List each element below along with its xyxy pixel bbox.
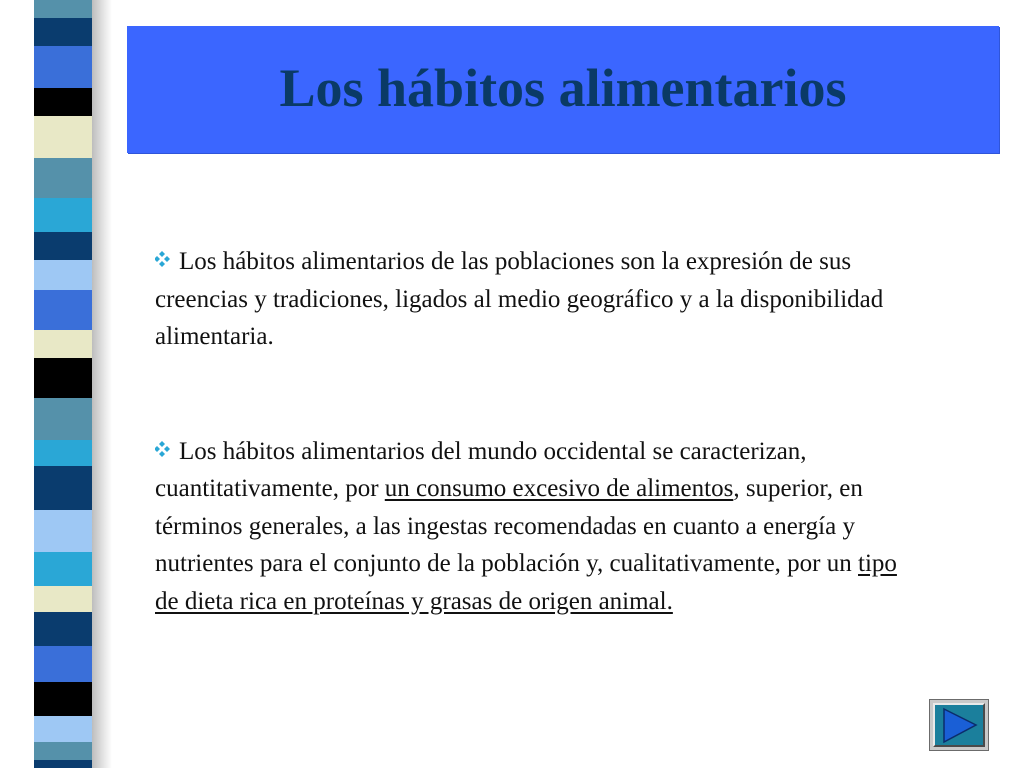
paragraph-1 <box>155 243 925 356</box>
stripe-shadow <box>92 0 112 768</box>
decorative-stripe <box>34 330 98 358</box>
decorative-stripe <box>34 158 98 198</box>
decorative-stripe <box>34 646 98 682</box>
decorative-stripe <box>34 466 98 510</box>
diamond-bullet-icon <box>155 440 179 458</box>
paragraph-2-middle: , superior, en términos generales, a las ingestas recomendadas en cuanto a energía y nutrientes para el conjunto de la población y, cualitativamente, por un <box>155 475 863 577</box>
decorative-stripe <box>34 586 98 612</box>
decorative-stripe <box>34 116 98 158</box>
decorative-stripe <box>34 760 98 768</box>
decorative-stripe <box>34 440 98 466</box>
underlined-phrase-excessive-consumption: un consumo excesivo de alimentos <box>384 475 734 502</box>
slide-title: Los hábitos alimentarios <box>279 57 847 118</box>
decorative-stripe-column <box>34 0 98 768</box>
next-slide-button-face <box>933 703 985 747</box>
decorative-stripe <box>34 0 98 18</box>
paragraph-1-text: Los hábitos alimentarios de las poblaciones son la expresión de sus creencias y tradiciones, ligados al medio geográfico y a la disponibilidad alimentaria. <box>155 248 884 350</box>
decorative-stripe <box>34 290 98 330</box>
decorative-stripe <box>34 46 98 88</box>
decorative-stripe <box>34 88 98 116</box>
next-slide-button[interactable] <box>929 699 989 751</box>
diamond-bullet-icon <box>155 250 179 268</box>
decorative-stripe <box>34 716 98 742</box>
slide-body <box>155 243 925 620</box>
decorative-stripe <box>34 612 98 646</box>
decorative-stripe <box>34 742 98 760</box>
decorative-stripe <box>34 552 98 586</box>
decorative-stripe <box>34 18 98 46</box>
decorative-stripe <box>34 510 98 552</box>
paragraph-2-intro: Los hábitos alimentarios del mundo occidental se caracterizan, cuantitativamente, por <box>155 437 807 502</box>
underlined-phrase-diet-type: tipo de dieta rica en proteínas y grasas de origen animal. <box>155 550 897 615</box>
decorative-stripe <box>34 232 98 260</box>
decorative-stripe <box>34 398 98 440</box>
title-box <box>127 26 999 153</box>
decorative-stripe <box>34 260 98 290</box>
play-arrow-icon <box>935 705 987 747</box>
decorative-stripe <box>34 198 98 232</box>
paragraph-2 <box>155 433 925 621</box>
decorative-stripe <box>34 358 98 398</box>
decorative-stripe <box>34 682 98 716</box>
